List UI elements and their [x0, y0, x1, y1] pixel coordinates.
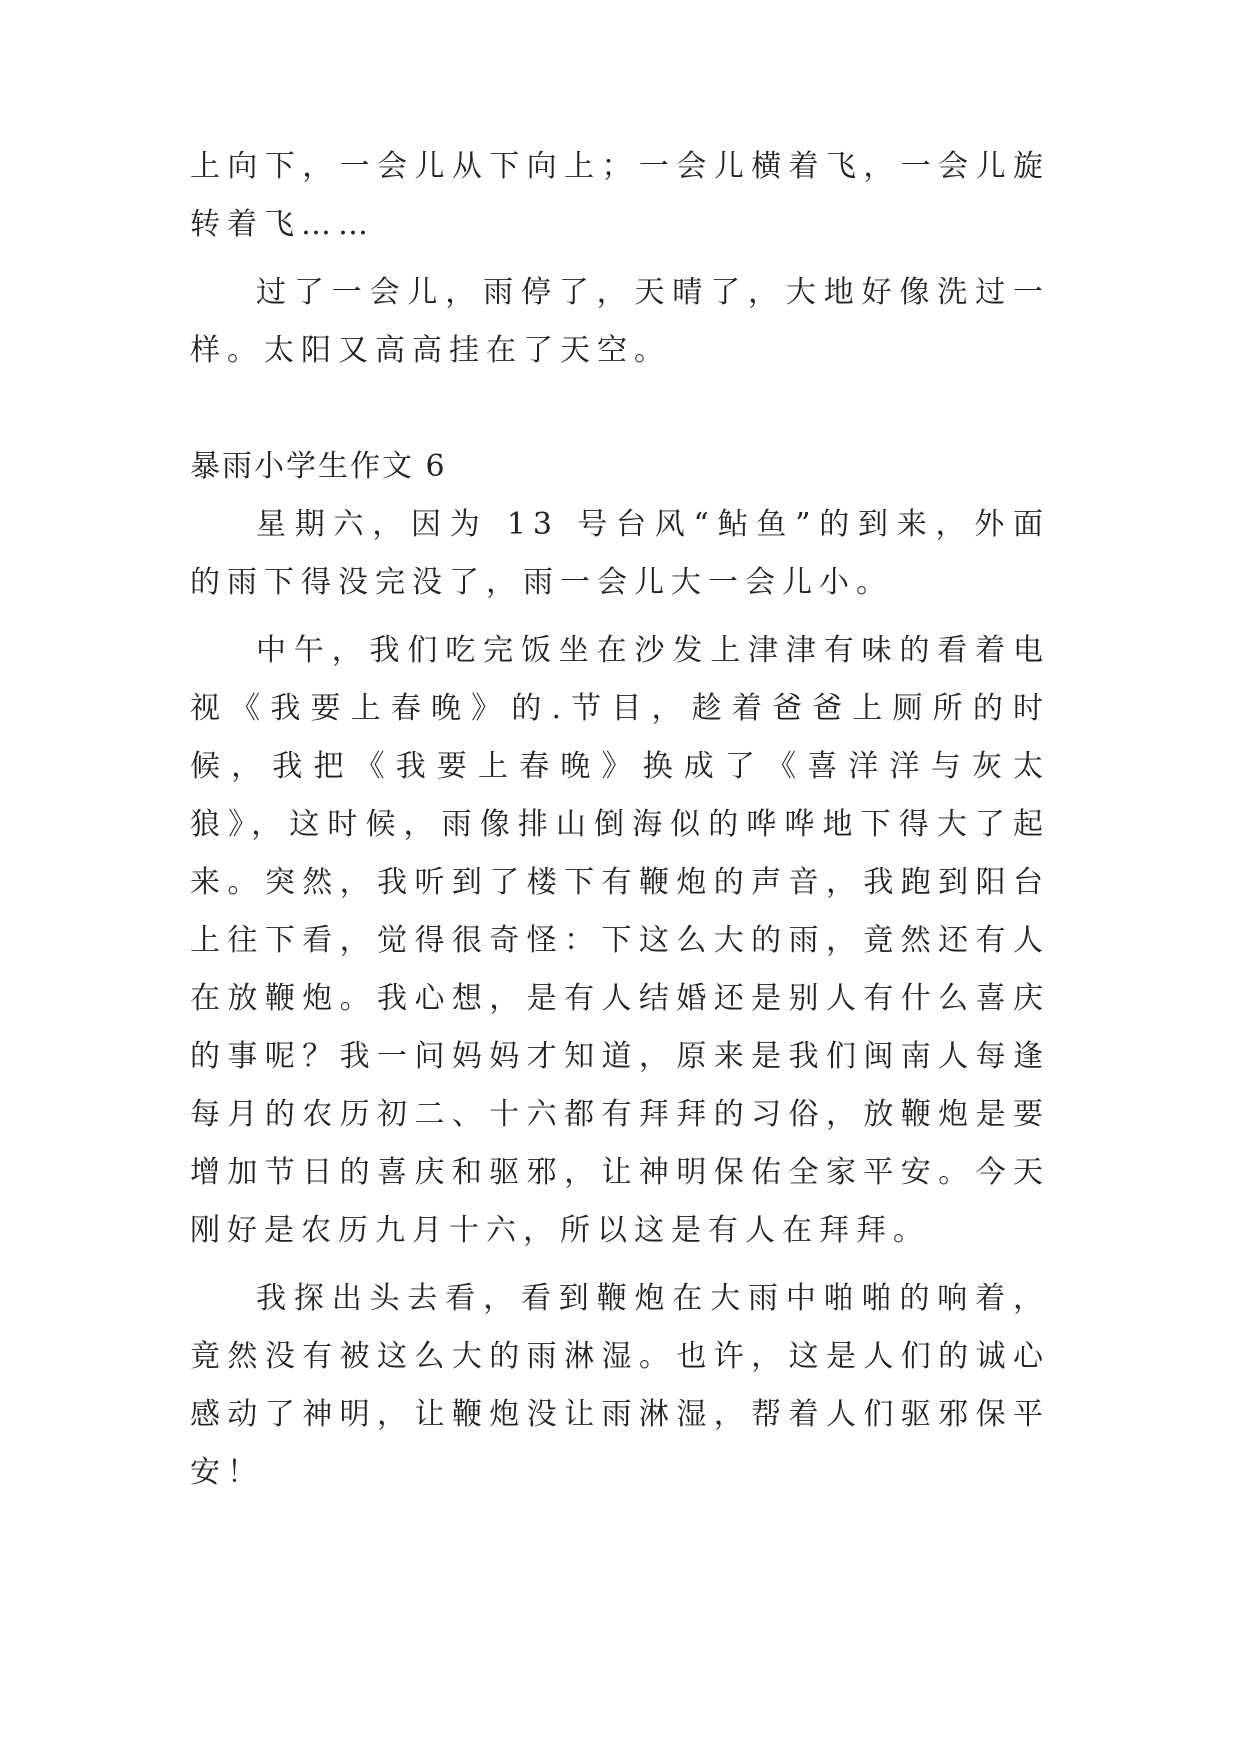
- continuation-paragraph: 上向下，一会儿从下向上；一会儿横着飞，一会儿旋转着飞……: [190, 149, 1050, 242]
- paragraph-1: 星期六，因为 13 号台风“鲇鱼”的到来，外面的雨下得没完没了，雨一会儿大一会儿小。: [190, 507, 1050, 600]
- paragraph-after-rain: 过了一会儿，雨停了，天晴了，大地好像洗过一样。太阳又高高挂在了天空。: [190, 275, 1050, 368]
- paragraph-2: 中午，我们吃完饭坐在沙发上津津有味的看着电视《我要上春晚》的.节目，趁着爸爸上厕所的时候，我把《我要上春晚》换成了《喜洋洋与灰太狼》，这时候，雨像排山倒海似的哗哗地下得大了起来。突然，我听到了楼下有鞭炮的声音，我跑到阳台上往下看，觉得很奇怪：下这么大的雨，竟然还有人在放鞭炮。我心想，是有人结婚还是别人有什么喜庆的事呢？我一问妈妈才知道，原来是我们闽南人每逢每月的农历初二、十六都有拜拜的习俗，放鞭炮是要增加节日的喜庆和驱邪，让神明保佑全家平安。今天刚好是农历九月十六，所以这是有人在拜拜。: [190, 633, 1050, 1248]
- section-heading: 暴雨小学生作文 6: [190, 449, 447, 484]
- paragraph-3: 我探出头去看，看到鞭炮在大雨中啪啪的响着，竟然没有被这么大的雨淋湿。也许，这是人们的诚心感动了神明，让鞭炮没让雨淋湿，帮着人们驱邪保平安！: [190, 1281, 1050, 1490]
- document-body: [190, 138, 1050, 1502]
